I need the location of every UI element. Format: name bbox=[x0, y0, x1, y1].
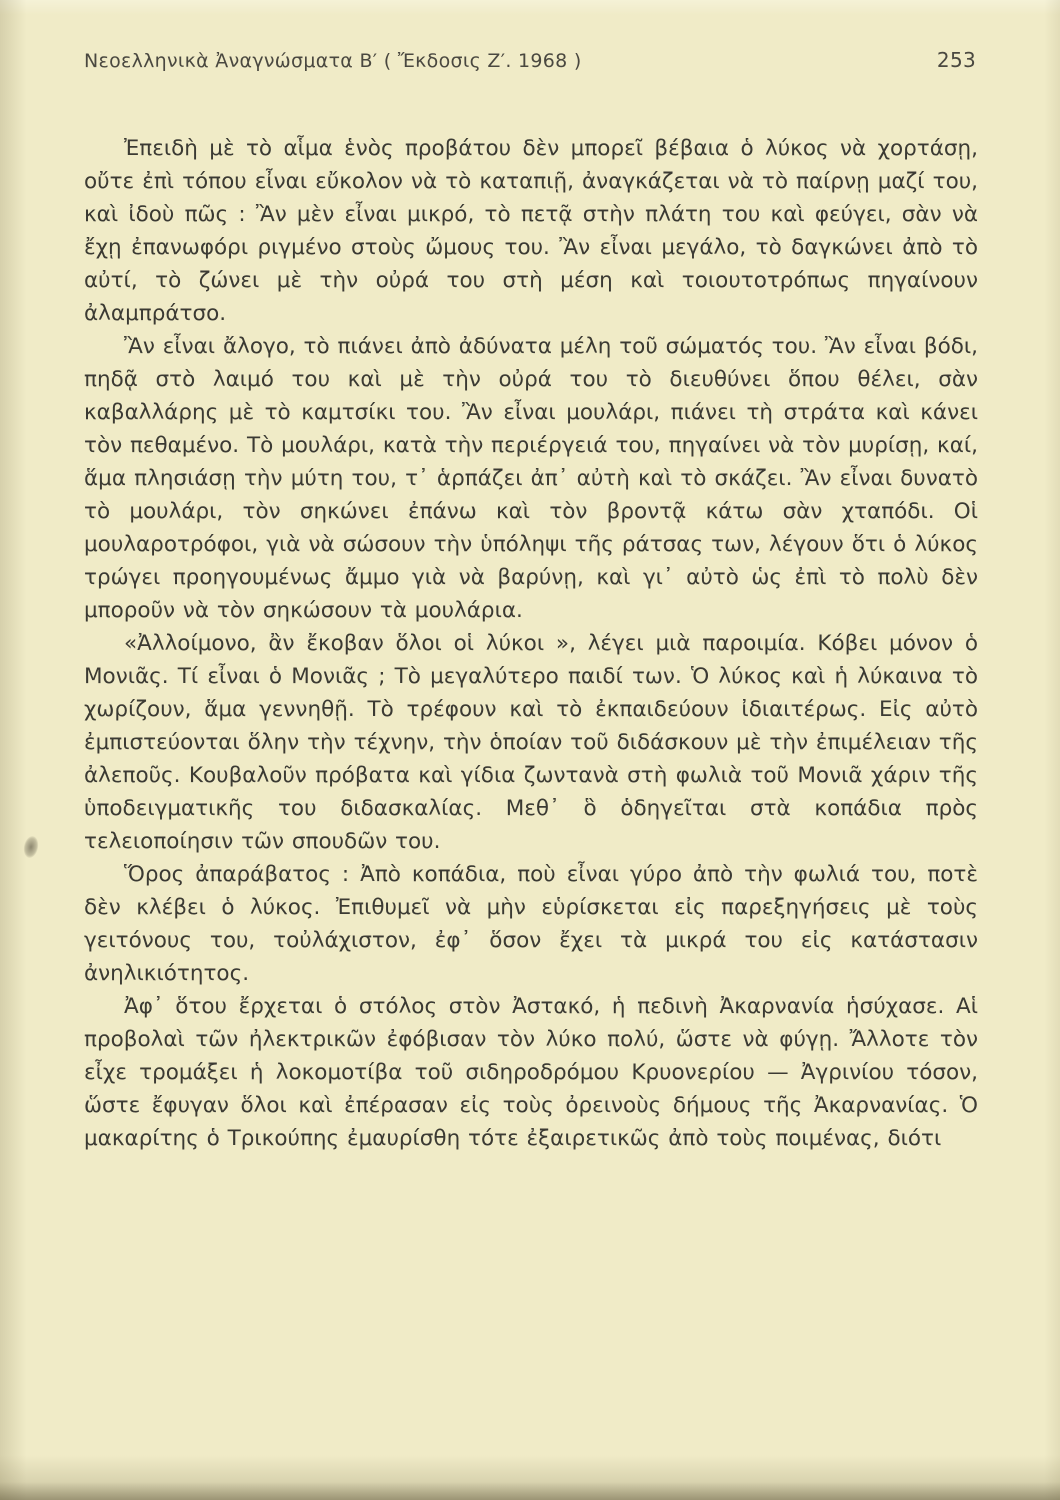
paragraph: Ἐπειδὴ μὲ τὸ αἷμα ἑνὸς προβάτου δὲν μπορεῖ βέβαια ὁ λύκος νὰ χορτάσῃ, οὔτε ἐπὶ τόπου εἶναι εὔκολον νὰ τὸ καταπιῇ, ἀναγκάζεται νὰ τὸ παίρνῃ μαζί του, καὶ ἰδοὺ πῶς : Ἂν μὲν εἶναι μικρό, τὸ πετᾷ στὴν πλάτη του καὶ φεύγει, σὰν νὰ ἔχῃ ἐπανωφόρι ριγμένο στοὺς ὤμους του. Ἂν εἶναι μεγάλο, τὸ δαγκώνει ἀπὸ τὸ αὐτί, τὸ ζώνει μὲ τὴν οὐρά του στὴ μέση καὶ τοιουτοτρόπως πηγαίνουν ἀλαμπράτσο. bbox=[84, 136, 978, 326]
paragraph: «Ἀλλοίμονο, ἂν ἔκοβαν ὅλοι οἱ λύκοι », λέγει μιὰ παροιμία. Κόβει μόνον ὁ Μονιᾶς. Τί εἶναι ὁ Μονιᾶς ; Τὸ μεγαλύτερο παιδί των. Ὁ λύκος καὶ ἡ λύκαινα τὸ χωρίζουν, ἅμα γεννηθῇ. Τὸ τρέφουν καὶ τὸ ἐκπαιδεύουν ἰδιαιτέρως. Εἰς αὐτὸ ἐμπιστεύονται ὅλην τὴν τέχνην, τὴν ὁποίαν τοῦ διδάσκουν μὲ τὴν ἐπιμέλειαν τῆς ἀλεποῦς. Κουβαλοῦν πρόβατα καὶ γίδια ζωντανὰ στὴ φωλιὰ τοῦ Μονιᾶ χάριν τῆς ὑποδειγματικῆς του διδασκαλίας. Μεθ᾽ ὃ ὁδηγεῖται στὰ κοπάδια πρὸς τελειοποίησιν τῶν σπουδῶν του. bbox=[84, 631, 978, 854]
paragraph: Ἀφ᾽ ὅτου ἔρχεται ὁ στόλος στὸν Ἀστακό, ἡ πεδινὴ Ἀκαρνανία ἡσύχασε. Αἱ προβολαὶ τῶν ἠλεκτρικῶν ἐφόβισαν τὸν λύκο πολύ, ὥστε νὰ φύγῃ. Ἄλλοτε τὸν εἶχε τρομάξει ἡ λοκομοτίβα τοῦ σιδηροδρόμου Κρυονερίου — Ἀγρινίου τόσον, ὥστε ἔφυγαν ὅλοι καὶ ἐπέρασαν εἰς τοὺς ὀρεινοὺς δήμους τῆς Ἀκαρνανίας. Ὁ μακαρίτης ὁ Τρικούπης ἐμαυρίσθη τότε ἐξαιρετικῶς ἀπὸ τοὺς ποιμένας, διότι bbox=[84, 994, 978, 1151]
page-body bbox=[84, 132, 978, 1155]
running-header bbox=[84, 48, 976, 72]
page-number: 253 bbox=[936, 48, 976, 72]
paragraph: Ὅρος ἀπαράβατος : Ἀπὸ κοπάδια, ποὺ εἶναι γύρο ἀπὸ τὴν φωλιά του, ποτὲ δὲν κλέβει ὁ λύκος. Ἐπιθυμεῖ νὰ μὴν εὑρίσκεται εἰς παρεξηγήσεις μὲ τοὺς γειτόνους του, τοὐλάχιστον, ἐφ᾽ ὅσον ἔχει τὰ μικρά του εἰς κατάστασιν ἀνηλικιότητος. bbox=[84, 862, 978, 986]
ink-smudge bbox=[22, 835, 40, 859]
running-header-title: Νεοελληνικὰ Ἀναγνώσματα Β′ ( Ἔκδοσις Ζ′. 1968 ) bbox=[84, 50, 582, 72]
paragraph: Ἂν εἶναι ἄλογο, τὸ πιάνει ἀπὸ ἀδύνατα μέλη τοῦ σώματός του. Ἂν εἶναι βόδι, πηδᾷ στὸ λαιμό του καὶ μὲ τὴν οὐρά του τὸ διευθύνει ὅπου θέλει, σὰν καβαλλάρης μὲ τὸ καμτσίκι του. Ἂν εἶναι μουλάρι, πιάνει τὴ στράτα καὶ κάνει τὸν πεθαμένο. Τὸ μουλάρι, κατὰ τὴν περιέργειά του, πηγαίνει νὰ τὸν μυρίσῃ, καί, ἅμα πλησιάσῃ τὴν μύτη του, τ᾽ ἁρπάζει ἀπ᾽ αὐτὴ καὶ τὸ σκάζει. Ἂν εἶναι δυνατὸ τὸ μουλάρι, τὸν σηκώνει ἐπάνω καὶ τὸν βροντᾷ κάτω σὰν χταπόδι. Οἱ μουλαροτρόφοι, γιὰ νὰ σώσουν τὴν ὑπόληψι τῆς ράτσας των, λέγουν ὅτι ὁ λύκος τρώγει προηγουμένως ἄμμο γιὰ νὰ βαρύνῃ, καὶ γι᾽ αὐτὸ ὡς ἐπὶ τὸ πολὺ δὲν μποροῦν νὰ τὸν σηκώσουν τὰ μουλάρια. bbox=[84, 334, 979, 623]
page-edge-shadow bbox=[0, 1482, 1060, 1500]
